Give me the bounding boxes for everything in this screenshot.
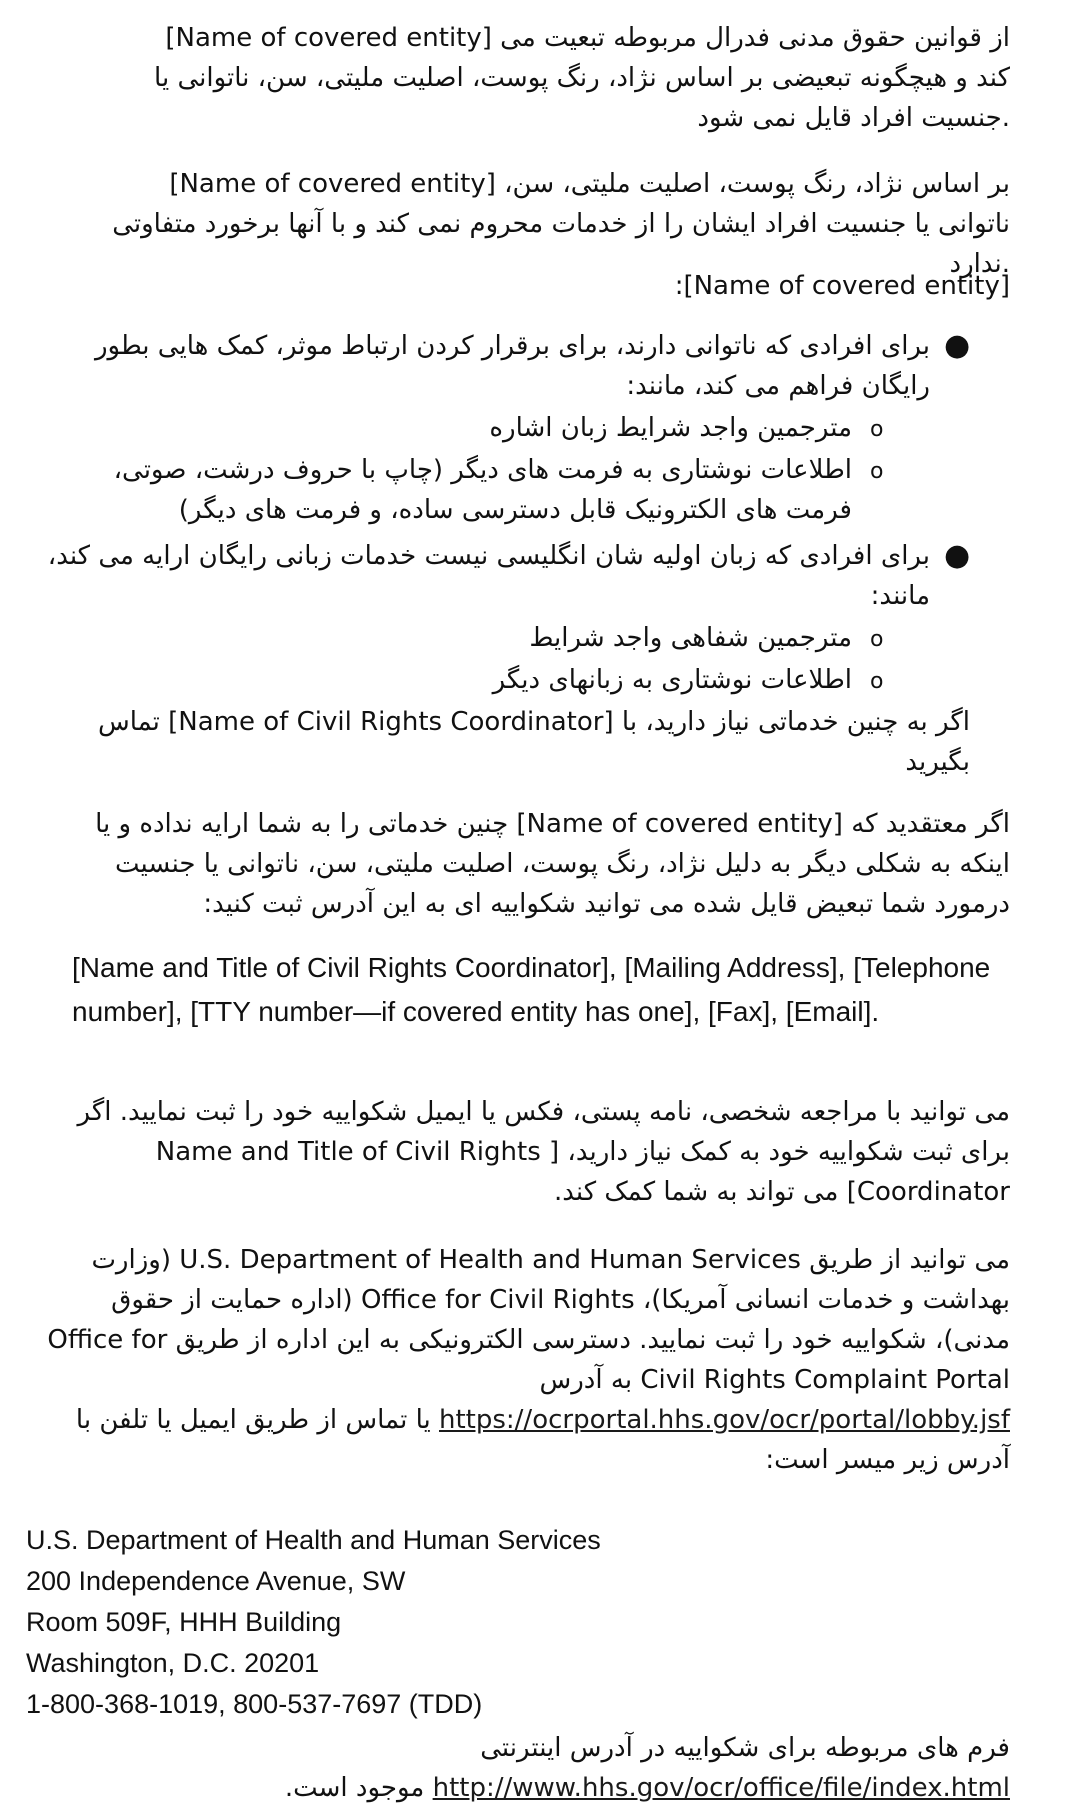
address-line: U.S. Department of Health and Human Services — [26, 1525, 601, 1555]
sub-item-interpreters: مترجمین شفاهی واجد شرایط — [529, 623, 852, 653]
sub-bullet-marker: o — [870, 669, 884, 694]
address-line: 1-800-368-1019, 800-537-7697 (TDD) — [26, 1689, 483, 1719]
sub-bullet-marker: o — [870, 417, 884, 442]
bullet-marker: ● — [944, 328, 971, 363]
ocr-portal-link[interactable]: https://ocrportal.hhs.gov/ocr/portal/lobby.jsf — [439, 1405, 1010, 1435]
complaint-forms-text: فرم های مربوطه برای شکواییه در آدرس اینترنتی — [480, 1733, 1010, 1763]
sub-item-other-languages: اطلاعات نوشتاری به زبانهای دیگر — [492, 665, 852, 695]
hhs-complaint-contact-text: یا تماس از طریق ایمیل یا تلفن با آدرس زیر میسر است: — [75, 1405, 1010, 1475]
sub-bullet-marker: o — [870, 459, 884, 484]
complaint-forms-link[interactable]: http://www.hhs.gov/ocr/office/file/index.html — [432, 1773, 1010, 1803]
bullet-language-services: برای افرادی که زبان اولیه شان انگلیسی نیست خدمات زبانی رایگان ارایه می کند، مانند: — [47, 541, 930, 611]
complaint-forms-paragraph — [200, 1728, 1010, 1808]
bullet-marker: ● — [944, 538, 971, 573]
intro-paragraph: [Name of covered entity] از قوانین حقوق مدنی فدرال مربوطه تبعیت می کند و هیچگونه تبعیضی بر اساس نژاد، رنگ پوست، اصلیت ملیتی، سن، ناتوانی یا جنسیت افراد قایل نمی شود. — [154, 23, 1010, 133]
address-line: Washington, D.C. 20201 — [26, 1648, 320, 1678]
sub-bullet-marker: o — [870, 627, 884, 652]
coordinator-contact-block: [Name and Title of Civil Rights Coordinator], [Mailing Address], [Telephone number], [TTY number—if covered entity has one], [Fax], [Email]. — [72, 952, 991, 1027]
address-line: Room 509F, HHH Building — [26, 1607, 342, 1637]
bullet-disability-aids: برای افرادی که ناتوانی دارند، برای برقرار کردن ارتباط موثر، کمک هایی بطور رایگان فراهم می کند، مانند: — [94, 331, 930, 401]
address-line: 200 Independence Avenue, SW — [26, 1566, 406, 1596]
entity-heading: :[Name of covered entity] — [674, 271, 1010, 301]
filing-methods-paragraph: می توانید با مراجعه شخصی، نامه پستی، فکس یا ایمیل شکواییه خود را ثبت نمایید. اگر برای ثبت شکواییه خود به کمک نیاز دارید، [ Name and Title of Civil Rights Coordinator] می تواند به شما کمک کند. — [77, 1097, 1010, 1207]
contact-coordinator-paragraph: اگر به چنین خدماتی نیاز دارید، با [Name of Civil Rights Coordinator] تماس بگیرید — [97, 707, 970, 777]
hhs-complaint-paragraph — [40, 1240, 1010, 1480]
nondiscrimination-paragraph: [Name of covered entity] بر اساس نژاد، رنگ پوست، اصلیت ملیتی، سن، ناتوانی یا جنسیت افراد ایشان را از خدمات محروم نمی کند و با آنها برخورد متفاوتی ندارد. — [112, 169, 1010, 279]
hhs-mailing-address — [26, 1520, 826, 1725]
grievance-paragraph: اگر معتقدید که [Name of covered entity] چنین خدماتی را به شما ارایه نداده و یا اینکه به شکلی دیگر به دلیل نژاد، رنگ پوست، اصلیت ملیتی، سن، ناتوانی یا جنسیت درمورد شما تبعیض قایل شده می توانید شکواییه ای به این آدرس ثبت کنید: — [95, 809, 1010, 919]
hhs-complaint-text: می توانید از طریق U.S. Department of Health and Human Services (وزارت بهداشت و خدمات انسانی آمریکا)، Office for Civil Rights (اداره حمایت از حقوق مدنی)، شکواییه خود را ثبت نمایید. دسترسی الکترونیکی به این اداره از طریق Office for Civil Rights Complaint Portal به آدرس — [47, 1245, 1010, 1395]
sub-item-sign-language: مترجمین واجد شرایط زبان اشاره — [489, 413, 852, 443]
sub-item-written-formats: اطلاعات نوشتاری به فرمت های دیگر (چاپ با حروف درشت، صوتی، فرمت های الکترونیک قابل دسترسی ساده، و فرمت های دیگر) — [113, 455, 852, 525]
complaint-forms-available-text: موجود است. — [284, 1773, 425, 1803]
